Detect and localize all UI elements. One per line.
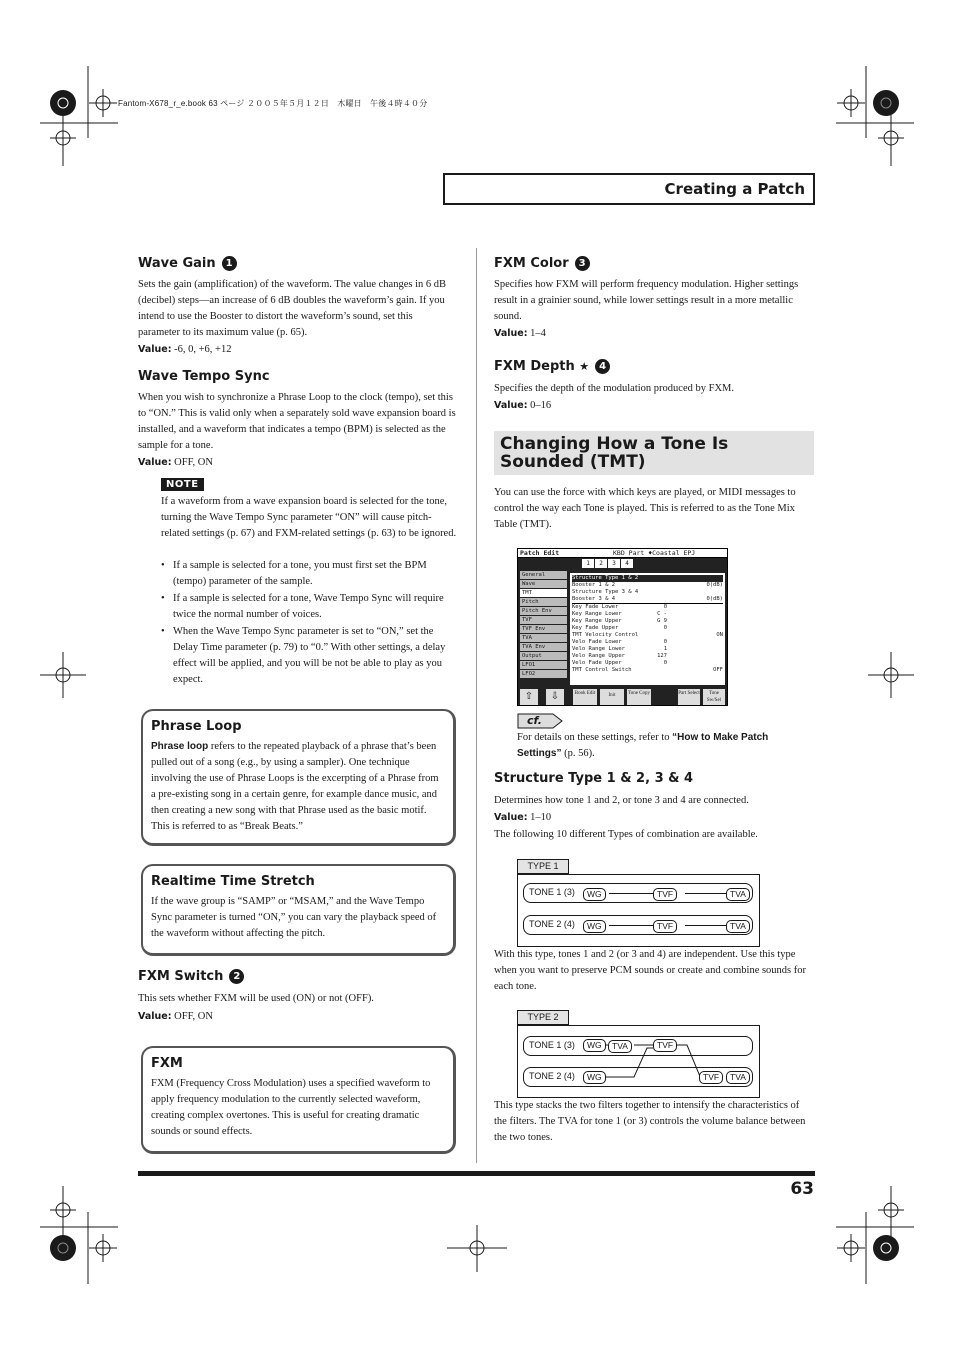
type1-tone2-row: TONE 2 (4) — [523, 915, 753, 935]
side-menu-item: Pitch Env — [520, 607, 567, 615]
value-text: 1–4 — [530, 328, 546, 339]
fxm-depth-value — [494, 398, 551, 414]
value-label: Value: — [138, 344, 172, 355]
type2-connections — [517, 1010, 760, 1098]
fxm-switch-title: FXM Switch — [138, 969, 224, 984]
side-menu-item: TMT — [520, 589, 567, 597]
value-label: Value: — [494, 400, 528, 411]
callout-number-2: 2 — [229, 969, 244, 984]
type2-tone1-row: TONE 1 (3) — [523, 1036, 753, 1056]
tmt-heading: Changing How a Tone Is Sounded (TMT) — [494, 431, 814, 475]
screen-tone-tabs — [582, 559, 633, 568]
param-row: Key Range Lower C - — [572, 611, 667, 617]
tva-block: TVA — [726, 920, 750, 933]
value-label: Value: — [138, 1011, 172, 1022]
value-text: OFF, ON — [174, 457, 213, 468]
note-badge: NOTE — [161, 478, 204, 491]
fxm-depth-heading — [494, 359, 610, 374]
screen-button: Book Edit — [573, 689, 597, 705]
callout-number-4: 4 — [595, 359, 610, 374]
fxm-box-title: FXM — [151, 1056, 183, 1071]
tvf-block: TVF — [653, 1039, 677, 1052]
tone-tab: 4 — [621, 559, 633, 568]
fxm-depth-title: FXM Depth — [494, 359, 575, 374]
phrase-loop-title: Phrase Loop — [151, 719, 242, 734]
param-row: Booster 1 & 2 0(dB) — [572, 582, 723, 588]
cf-label: cf. — [527, 714, 542, 727]
tone-tab: 3 — [608, 559, 620, 568]
realtime-title: Realtime Time Stretch — [151, 874, 315, 889]
phrase-loop-box — [141, 709, 456, 846]
wave-gain-value — [138, 342, 231, 358]
value-text: 1–10 — [530, 812, 552, 823]
phrase-loop-body — [151, 739, 445, 835]
param-row: Structure Type 3 & 4 — [572, 589, 639, 595]
tone-tab: 2 — [595, 559, 607, 568]
callout-number-3: 3 — [575, 256, 590, 271]
fxm-switch-body: This sets whether FXM will be used (ON) or not (OFF). — [138, 993, 374, 1004]
file-info-line: Fantom-X678_r_e.book 63 ページ ２００５年５月１２日 木曜日 午後４時４０分 — [118, 99, 428, 108]
side-menu-item: General — [520, 571, 567, 579]
value-text: -6, 0, +6, +12 — [174, 344, 232, 355]
side-menu-item: LFO1 — [520, 661, 567, 669]
screen-title-bar — [518, 549, 727, 558]
tone-tab: 1 — [582, 559, 594, 568]
wg-block: WG — [583, 1071, 606, 1084]
wave-tempo-sync-value — [138, 455, 213, 471]
type1-tag: TYPE 1 — [517, 859, 569, 874]
wave-tempo-sync-body: When you wish to synchronize a Phrase Loop to the clock (tempo), set this to “ON.” This is valid only when a separately sold wave expansion board is installed, and a waveform that indicates a tempo (BPM) is selected as the sample for a tone. — [138, 392, 456, 451]
page-number: 63 — [790, 1179, 814, 1199]
side-menu-item: TVF Env — [520, 625, 567, 633]
screen-side-menu — [520, 571, 567, 679]
list-item: • If a sample is selected for a tone, Wave Tempo Sync will require twice the normal number of voices. — [161, 591, 457, 623]
value-label: Value: — [494, 328, 528, 339]
fxm-box-body: FXM (Frequency Cross Modulation) uses a specified waveform to apply frequency modulation to the currently selected waveform, creating complex overtones. This is useful for creating dramatic sounds or sound effects. — [151, 1078, 431, 1137]
structure-body: Determines how tone 1 and 2, or tone 3 and 4 are connected. — [494, 795, 749, 806]
value-label: Value: — [138, 457, 172, 468]
structure-body-2: The following 10 different Types of combination are available. — [494, 829, 758, 840]
side-menu-item: Wave — [520, 580, 567, 588]
value-text: 0–16 — [530, 400, 552, 411]
tvf-block: TVF — [653, 888, 677, 901]
star-icon: ★ — [579, 360, 590, 373]
screen-param-list — [570, 573, 725, 685]
fxm-color-title: FXM Color — [494, 256, 569, 271]
screen-function-buttons — [520, 689, 725, 705]
cf-text: For details on these settings, refer to “How to Make Patch Settings” (p. 56). — [517, 732, 769, 759]
param-row: Velo Range Lower 1 — [572, 646, 667, 652]
tvf-block: TVF — [653, 920, 677, 933]
footer-rule — [138, 1171, 815, 1176]
phrase-loop-lead: Phrase loop — [151, 741, 209, 752]
fxm-color-value — [494, 326, 546, 342]
fxm-box — [141, 1046, 456, 1154]
side-menu-item: Output — [520, 652, 567, 660]
tva-block: TVA — [608, 1040, 632, 1053]
type2-tag: TYPE 2 — [517, 1010, 569, 1025]
wave-gain-body: Sets the gain (amplification) of the waveform. The value changes in 6 dB (decibel) steps—an increase of 6 dB doubles the waveform’s gain. If you intend to use the Booster to distort the waveform’s sound, set this parameter to its maximum value (p. 65). — [138, 279, 447, 338]
type2-tone2-row: TONE 2 (4) — [523, 1067, 753, 1087]
tmt-body: You can use the force with which keys are played, or MIDI messages to control the way each Tone is played. This is referred to as the Tone Mix Table (TMT). — [494, 487, 796, 530]
arrow-down-icon: ⇩ — [546, 689, 564, 705]
side-menu-item: TVF — [520, 616, 567, 624]
type1-body: With this type, tones 1 and 2 (or 3 and 4) are independent. Use this type when you want to preserve PCM sounds or create and combine sounds for each tone. — [494, 949, 807, 992]
fxm-depth-body: Specifies the depth of the modulation produced by FXM. — [494, 383, 734, 394]
side-menu-item: LFO2 — [520, 670, 567, 678]
side-menu-item: Pitch — [520, 598, 567, 606]
fxm-switch-value — [138, 1009, 213, 1025]
tva-block: TVA — [726, 888, 750, 901]
wg-block: WG — [583, 888, 606, 901]
wave-tempo-sync-title: Wave Tempo Sync — [138, 369, 270, 384]
fxm-switch-heading — [138, 969, 244, 984]
callout-number-1: 1 — [222, 256, 237, 271]
list-item: • When the Wave Tempo Sync parameter is set to “ON,” set the Delay Time parameter (p. 79) to “0.” With other settings, a delay effect will be applied, and you will be not be able to play as you expect. — [161, 624, 457, 688]
wave-gain-title: Wave Gain — [138, 256, 216, 271]
structure-value — [494, 810, 551, 826]
note-body: If a waveform from a wave expansion board is selected for the tone, turning the Wave Tempo Sync parameter “ON” will cause pitch-related settings (p. 67) and FXM-related settings (p. 63) to be ignored. — [161, 496, 457, 539]
arrow-up-icon: ⇧ — [520, 689, 538, 705]
param-row: TMT Control Switch OFF — [572, 667, 723, 673]
side-menu-item: TVA Env — [520, 643, 567, 651]
screen-button: Init — [600, 689, 624, 705]
param-row: Key Fade Lower 0 — [572, 604, 667, 610]
screen-kbd-part: KBD Part ♦Coastal EPJ — [613, 549, 696, 557]
param-row: TMT Velocity Control ON — [572, 632, 723, 638]
type2-body: This type stacks the two filters together to intensify the characteristics of the filters. The TVA for tone 1 (or 3) controls the volume balance between the two tones. — [494, 1100, 806, 1143]
screen-title: Patch Edit — [520, 549, 560, 557]
patch-edit-screenshot — [517, 548, 728, 706]
realtime-box — [141, 864, 456, 956]
value-label: Value: — [494, 812, 528, 823]
param-row: Structure Type 1 & 2 — [572, 575, 723, 582]
param-row: Booster 3 & 4 0(dB) — [572, 596, 723, 602]
side-menu-item: TVA — [520, 634, 567, 642]
structure-title: Structure Type 1 & 2, 3 & 4 — [494, 771, 694, 786]
fxm-color-body: Specifies how FXM will perform frequency modulation. Higher settings result in a grainier sound, while lower settings result in a more metallic sound. — [494, 279, 799, 322]
screen-button: Tone Sw/Sel — [703, 689, 725, 705]
param-row: Velo Range Upper 127 — [572, 653, 667, 659]
wave-gain-heading — [138, 256, 237, 271]
cf-link-text: “How to Make Patch Settings” — [517, 732, 769, 759]
realtime-body: If the wave group is “SAMP” or “MSAM,” and the Wave Tempo Sync parameter is turned “ON,” you can vary the playback speed of the waveform without affecting the pitch. — [151, 896, 437, 939]
type1-tone1-row: TONE 1 (3) — [523, 883, 753, 903]
column-divider — [476, 248, 477, 1163]
screen-button: Tone Copy — [627, 689, 651, 705]
section-title: Creating a Patch — [443, 173, 815, 205]
type1-diagram — [517, 859, 760, 947]
note-bullets — [161, 558, 457, 689]
wg-block: WG — [583, 920, 606, 933]
list-item: • If a sample is selected for a tone, you must first set the BPM (tempo) parameter of the sample. — [161, 558, 457, 590]
param-row: Key Range Upper G 9 — [572, 618, 667, 624]
tva-block: TVA — [726, 1071, 750, 1084]
value-text: OFF, ON — [174, 1011, 213, 1022]
fxm-color-heading — [494, 256, 590, 271]
cf-badge — [517, 713, 563, 729]
param-row: Velo Fade Upper 0 — [572, 660, 667, 666]
screen-button: Part Select — [678, 689, 700, 705]
type2-diagram — [517, 1010, 760, 1098]
phrase-loop-text: refers to the repeated playback of a phrase that’s been pulled out of a song (e.g., by using a sampler). One technique involving the use of Phrase Loops is the excerpting of a Phrase from a pre-existing song in a certain genre, for example dance music, and then creating a new song with that Phrase used as the basic motif. This is referred to as “Break Beats.” — [151, 741, 439, 832]
param-row: Key Fade Upper 0 — [572, 625, 667, 631]
tvf-block: TVF — [699, 1071, 723, 1084]
param-row: Velo Fade Lower 0 — [572, 639, 667, 645]
wg-block: WG — [583, 1039, 606, 1052]
